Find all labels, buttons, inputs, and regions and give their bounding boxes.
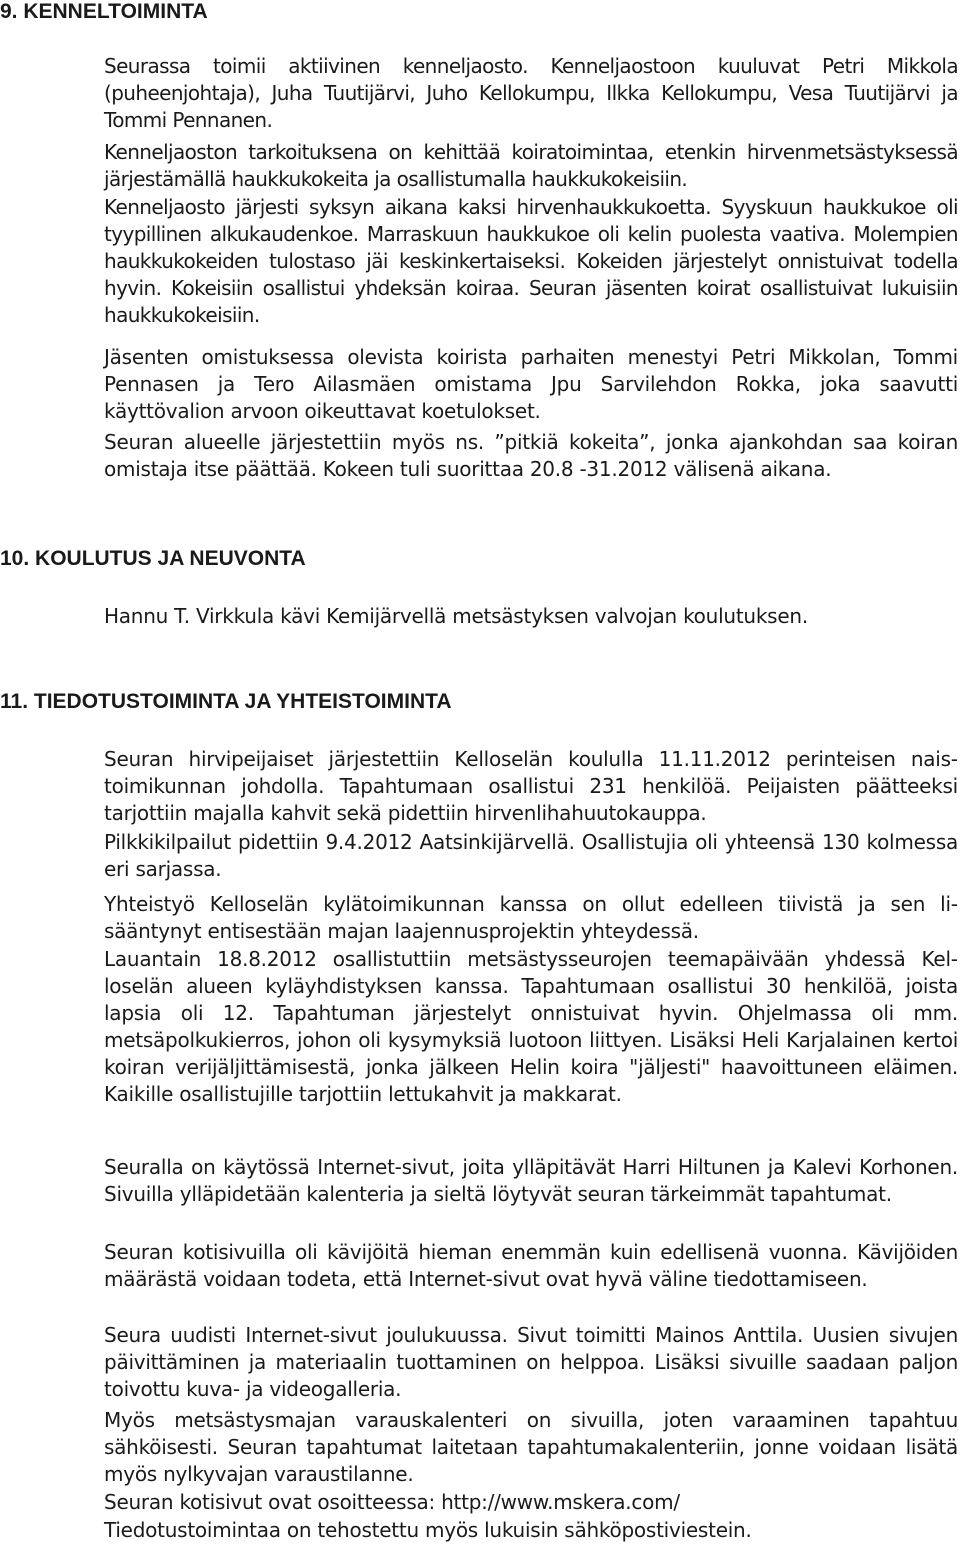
paragraph: Jäsenten omistuksessa olevista koirista parhaiten menestyi Petri Mikkolan, Tommi Pennasen ja Tero Ailasmäen omistama Jpu Sarvilehdon Rokka, joka saavutti käyttövalion arvoon oikeuttavat koetulokset. xyxy=(104,345,958,423)
paragraph: Tiedotustoimintaa on tehostettu myös lukuisin sähköpostiviestein. xyxy=(104,1518,752,1542)
paragraph: Lauantain 18.8.2012 osallistuttiin metsästysseurojen teemapäivään yhdessä Kelloselän alueen kyläyhdistyksen kanssa. Tapahtumaan osallistui 30 henkilöä, joista lapsia oli 12. Tapahtuman järjestelyt onnistuivat hyvin. Ohjelmassa oli mm. metsäpolkukierros, johon oli kysymyksiä luotoon liittyen. Lisäksi Heli Karjalainen kertoi koiran verijäljittämisestä, jonka jälkeen Helin koira "jäljesti" haavoittuneen eläimen. Kaikille osallistujille tarjottiin lettukahvit ja makkarat. xyxy=(104,947,958,1106)
paragraph: Seuralla on käytössä Internet-sivut, joita ylläpitävät Harri Hiltunen ja Kalevi Korhonen. Sivuilla ylläpidetään kalenteria ja sieltä löytyvät seuran tärkeimmät tapahtumat. xyxy=(104,1155,958,1206)
section-heading-kenneltoiminta: 9. KENNELTOIMINTA xyxy=(0,0,208,23)
paragraph: Yhteistyö Kelloselän kylätoimikunnan kanssa on ollut edelleen tiivistä ja sen lisääntynyt entisestään majan laajennusprojektin yhteydessä. xyxy=(104,892,958,943)
paragraph: Seuran alueelle järjestettiin myös ns. ”pitkiä kokeita”, jonka ajankohdan saa koiran omistaja itse päättää. Kokeen tuli suorittaa 20.8 -31.2012 välisenä aikana. xyxy=(104,430,958,481)
paragraph: Seuran kotisivuilla oli kävijöitä hieman enemmän kuin edellisenä vuonna. Kävijöiden määrästä voidaan todeta, että Internet-sivut ovat hyvä väline tiedottamiseen. xyxy=(104,1240,958,1291)
paragraph: Myös metsästysmajan varauskalenteri on sivuilla, joten varaaminen tapahtuu sähköisesti. Seuran tapahtumat laitetaan tapahtumakalenteriin, jonne voidaan lisätä myös nylkyvajan varaustilanne. xyxy=(104,1408,958,1486)
section-heading-koulutus: 10. KOULUTUS JA NEUVONTA xyxy=(0,547,306,570)
paragraph: Kenneljaosto järjesti syksyn aikana kaksi hirvenhaukkukoetta. Syyskuun haukkukoe oli tyypillinen alkukaudenkoe. Marraskuun haukkukoe oli kelin puolesta vaativa. Molempien haukkukokeiden tulostaso jäi keskinkertaiseksi. Kokeiden järjestelyt onnistuivat todella hyvin. Kokeisiin osallistui yhdeksän koiraa. Seuran jäsenten koirat osallistuivat lukuisiin haukkukokeisiin. xyxy=(104,195,958,327)
paragraph: Seurassa toimii aktiivinen kenneljaosto. Kenneljaostoon kuuluvat Petri Mikkola (puheenjohtaja), Juha Tuutijärvi, Juho Kellokumpu, Ilkka Kellokumpu, Vesa Tuutijärvi ja Tommi Pennanen. xyxy=(104,54,958,132)
paragraph: Kenneljaoston tarkoituksena on kehittää koiratoimintaa, etenkin hirvenmetsästyksessä järjestämällä haukkukokeita ja osallistumalla haukkukokeisiin. xyxy=(104,140,958,191)
paragraph: Seuran hirvipeijaiset järjestettiin Kelloselän koululla 11.11.2012 perinteisen naistoimikunnan johdolla. Tapahtumaan osallistui 231 henkilöä. Peijaisten päätteeksi tarjottiin majalla kahvit sekä pidettiin hirvenlihahuutokauppa. xyxy=(104,747,958,825)
paragraph: Hannu T. Virkkula kävi Kemijärvellä metsästyksen valvojan koulutuksen. xyxy=(104,604,808,628)
section-heading-tiedotustoiminta: 11. TIEDOTUSTOIMINTA JA YHTEISTOIMINTA xyxy=(0,690,452,713)
paragraph: Pilkkikilpailut pidettiin 9.4.2012 Aatsinkijärvellä. Osallistujia oli yhteensä 130 kolmessa eri sarjassa. xyxy=(104,830,958,881)
paragraph: Seura uudisti Internet-sivut joulukuussa. Sivut toimitti Mainos Anttila. Uusien sivujen päivittäminen ja materiaalin tuottaminen on helppoa. Lisäksi sivuille saadaan paljon toivottu kuva- ja videogalleria. xyxy=(104,1323,958,1401)
paragraph: Seuran kotisivut ovat osoitteessa: http://www.mskera.com/ xyxy=(104,1490,680,1514)
